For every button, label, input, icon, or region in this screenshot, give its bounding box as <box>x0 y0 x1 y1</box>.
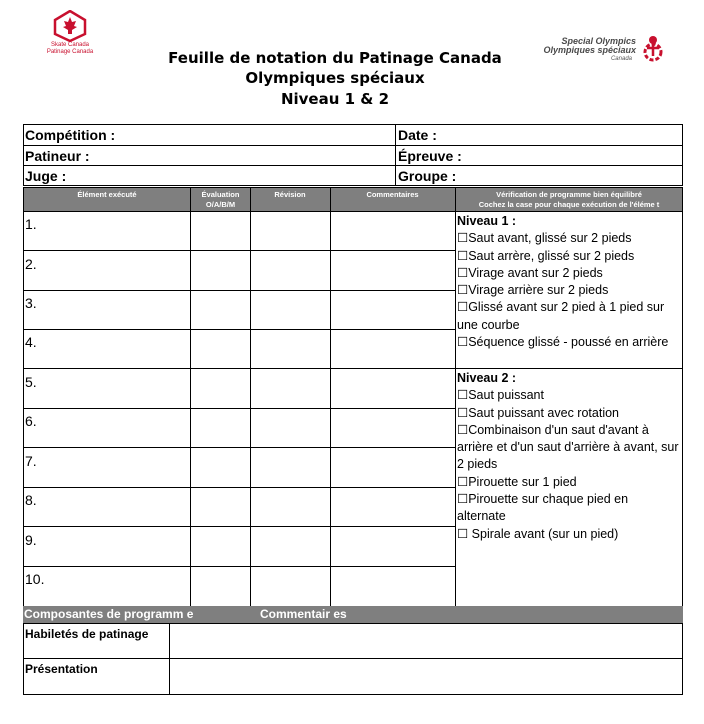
table-row: 6. <box>25 413 37 429</box>
info-box <box>23 124 683 186</box>
level1-checklist <box>457 213 679 351</box>
table-row: 8. <box>25 492 37 508</box>
level1-item-checkbox[interactable]: ☐Saut avant, glissé sur 2 pieds <box>457 231 632 246</box>
col-check-subheader: Cochez la case pour chaque exécution de l'éléme t <box>478 200 660 209</box>
table-row: 7. <box>25 453 37 469</box>
presentation-label: Présentation <box>25 662 98 676</box>
col-element-header: Élément exécuté <box>77 190 137 199</box>
table-row: 1. <box>25 216 37 232</box>
table-row: 2. <box>25 256 37 272</box>
table-row: 4. <box>25 334 37 350</box>
level2-item-checkbox[interactable]: ☐Combinaison d'un saut d'avant à arrière et d'un saut d'arrière à avant, sur 2 pieds <box>457 422 679 472</box>
page-level: Niveau 1 & 2 <box>280 90 390 108</box>
level1-item-checkbox[interactable]: ☐Saut arrère, glissé sur 2 pieds <box>457 248 635 263</box>
col-revision-header: Révision <box>274 190 306 199</box>
level2-item-checkbox[interactable]: ☐Pirouette sur chaque pied en alternate <box>457 492 629 524</box>
level2-checklist <box>457 370 679 543</box>
logo-right-text-1: Special Olympics <box>561 36 636 46</box>
level1-item-checkbox[interactable]: ☐Glissé avant sur 2 pied à 1 pied sur une courbe <box>457 300 665 332</box>
table-row: 10. <box>25 571 45 587</box>
components-comments-heading: Commentair es <box>260 607 347 621</box>
skater-label: Patineur : <box>25 148 90 164</box>
components-heading: Composantes de programm e <box>24 607 194 621</box>
page-title: Feuille de notation du Patinage Canada <box>168 49 502 67</box>
level2-item-checkbox[interactable]: ☐Saut puissant avec rotation <box>457 405 619 420</box>
col-check-header: Vérification de programme bien équilibré <box>496 190 642 199</box>
competition-label: Compétition : <box>25 127 116 143</box>
logo-right-text-2: Olympiques spéciaux <box>543 45 636 55</box>
logo-right-text-3: Canada <box>610 56 632 62</box>
col-eval-header: Évaluation <box>201 190 240 199</box>
level1-heading: Niveau 1 : <box>457 214 517 228</box>
table-row: 9. <box>25 532 37 548</box>
special-olympics-figure-icon <box>638 34 668 64</box>
level1-item-checkbox[interactable]: ☐Virage avant sur 2 pieds <box>457 265 603 280</box>
table-row: 3. <box>25 295 37 311</box>
maple-leaf-icon <box>53 10 87 42</box>
judge-label: Juge : <box>25 168 67 184</box>
logo-left-text-2: Patinage Canada <box>46 49 94 55</box>
date-label: Date : <box>398 127 437 143</box>
table-row: 5. <box>25 374 37 390</box>
col-eval-scale: O/A/B/M <box>205 200 236 209</box>
level1-item-checkbox[interactable]: ☐Virage arrière sur 2 pieds <box>457 283 609 298</box>
level2-item-checkbox[interactable]: ☐ Spirale avant (sur un pied) <box>457 526 619 541</box>
level2-heading: Niveau 2 : <box>457 371 517 385</box>
page-subtitle: Olympiques spéciaux <box>245 69 425 87</box>
col-comments-header: Commentaires <box>366 190 419 199</box>
skating-skills-label: Habiletés de patinage <box>25 627 149 641</box>
skate-canada-logo <box>40 10 100 56</box>
event-label: Épreuve : <box>398 148 462 164</box>
group-label: Groupe : <box>398 168 457 184</box>
logo-left-text-1: Skate Canada <box>50 42 90 48</box>
level2-item-checkbox[interactable]: ☐Saut puissant <box>457 388 544 403</box>
level2-item-checkbox[interactable]: ☐Pirouette sur 1 pied <box>457 474 577 489</box>
level1-item-checkbox[interactable]: ☐Séquence glissé - poussé en arrière <box>457 335 669 350</box>
special-olympics-logo <box>532 32 672 66</box>
